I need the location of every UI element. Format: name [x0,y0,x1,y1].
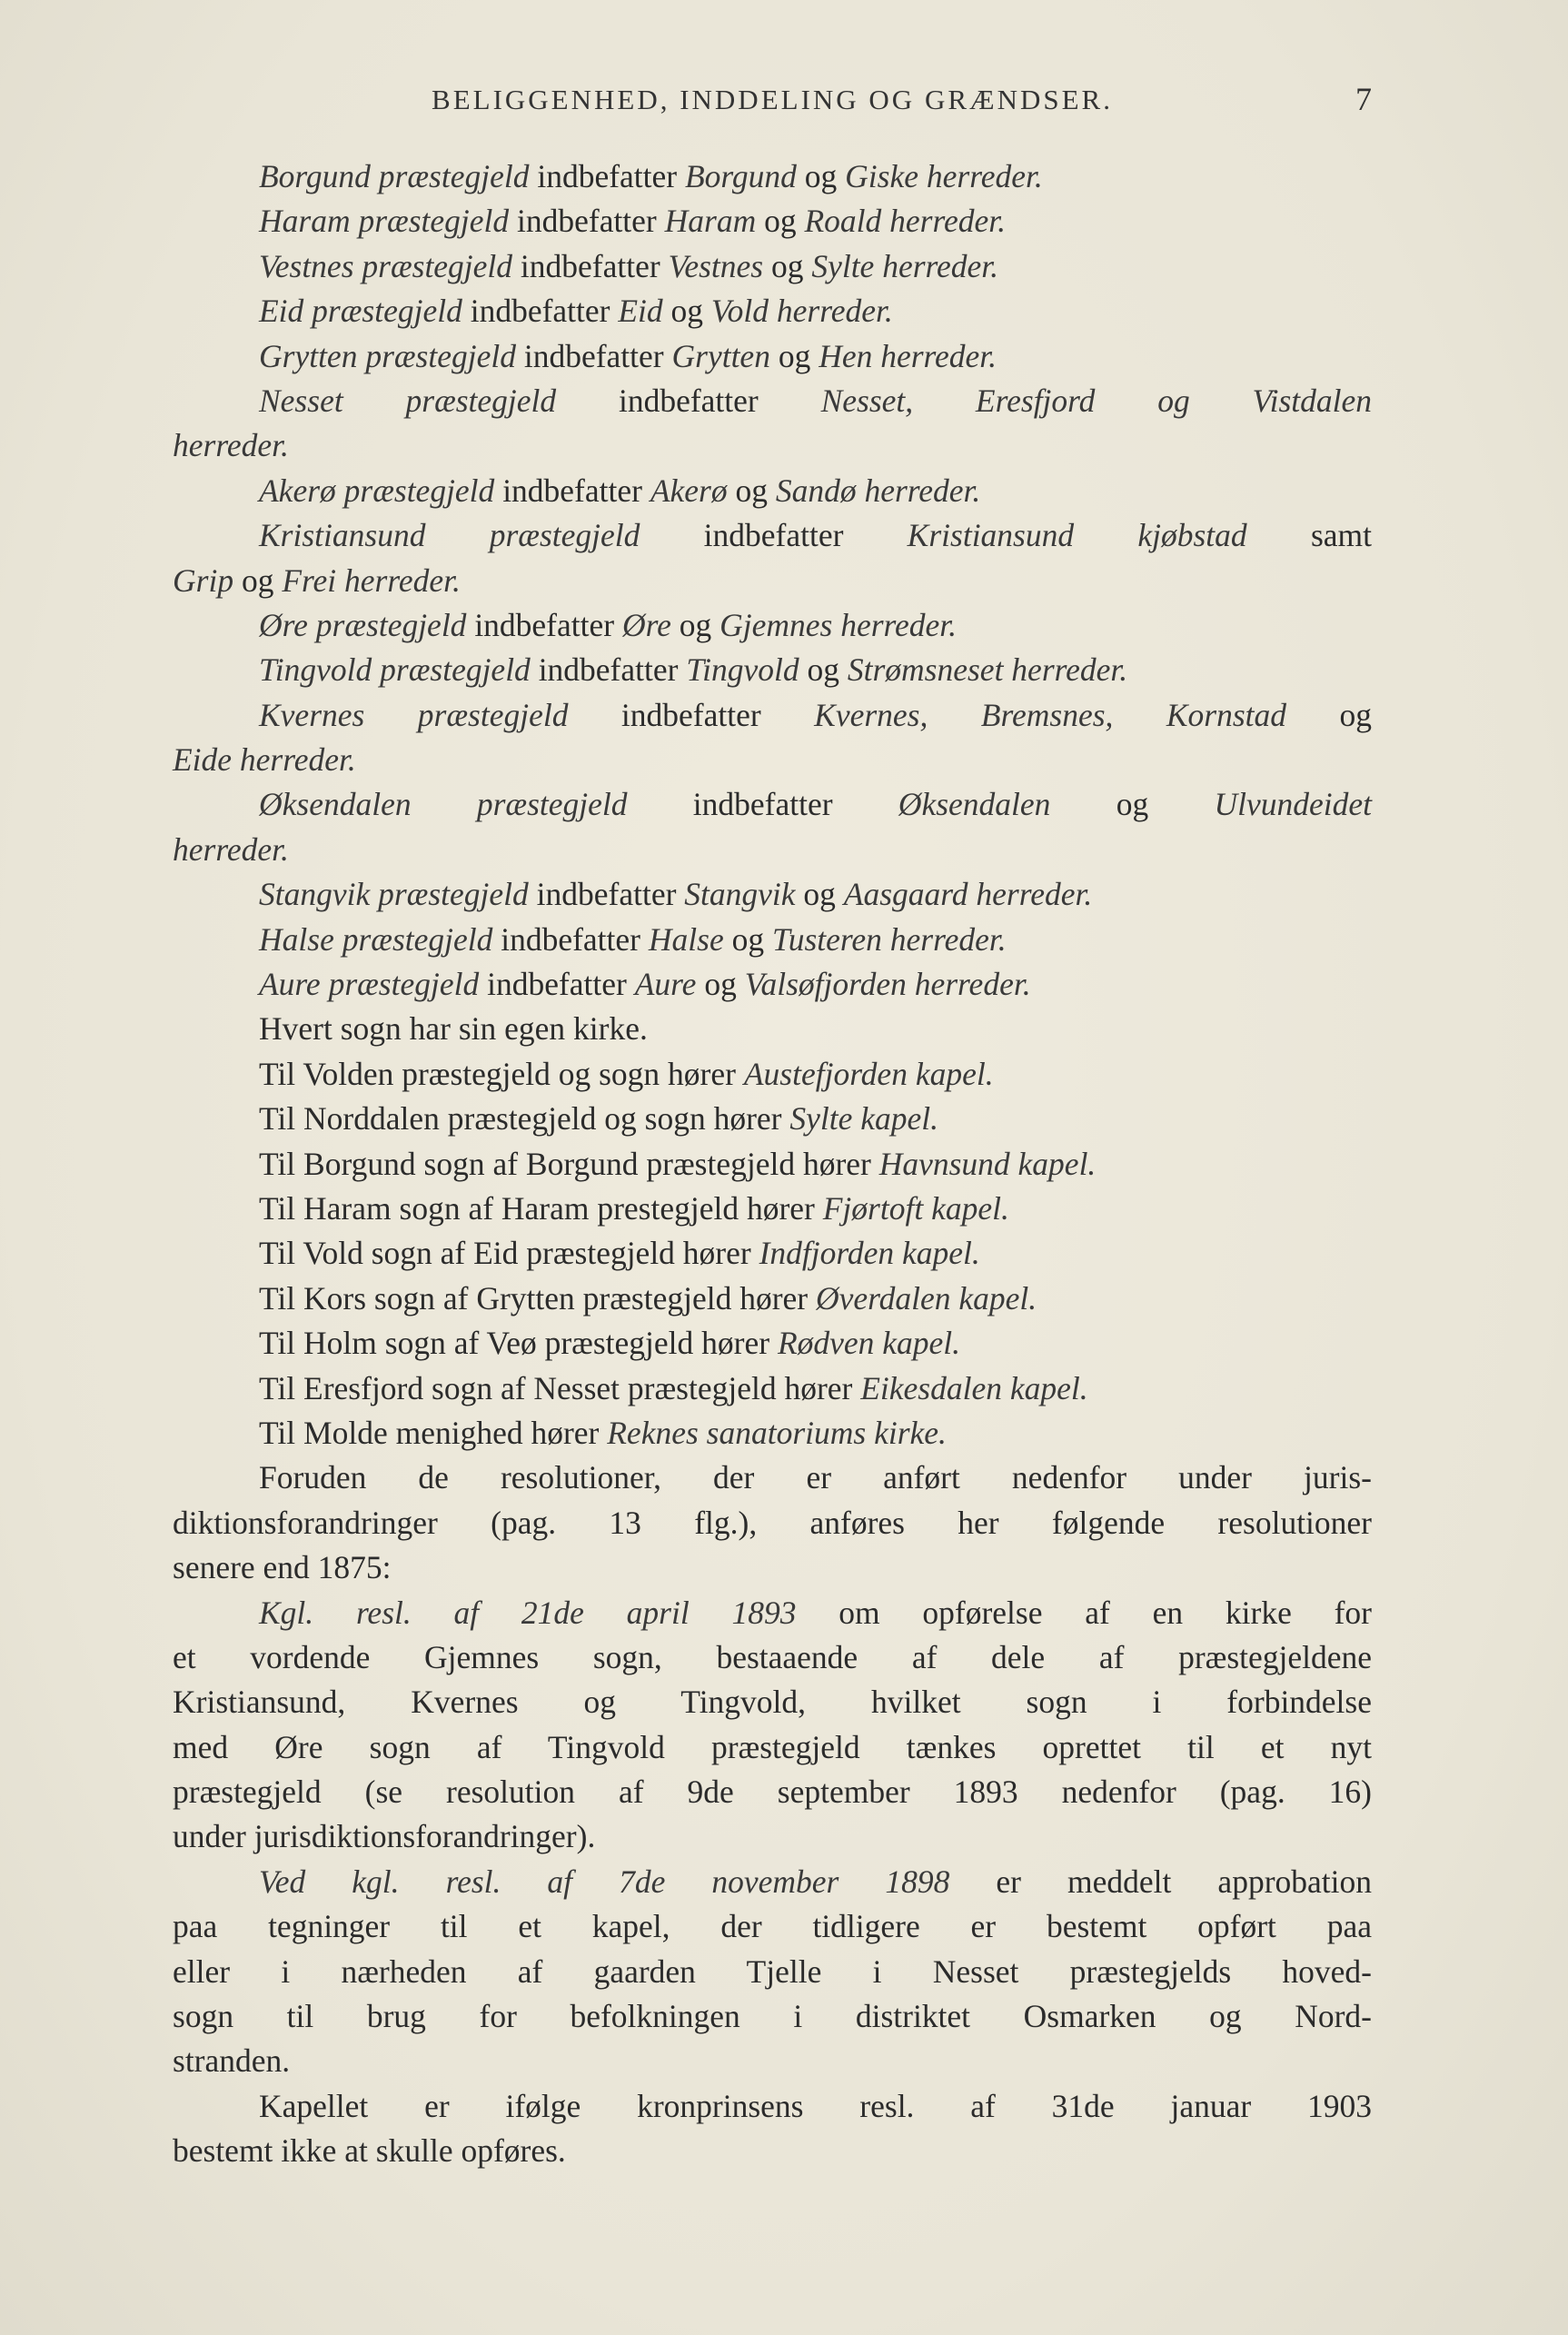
text-run: Til Volden præstegjeld og sogn hører [259,1055,744,1092]
text-line [173,1501,1372,1545]
text-run: indbefatter [515,337,672,374]
italic-text: Eid præstegjeld [259,293,462,330]
italic-text: Akerø præstegjeld [259,472,495,509]
text-run: indbefatter [492,920,649,958]
text-line [173,2084,1372,2129]
italic-text: Stangvik præstegjeld [259,876,529,913]
text-run: Til Kors sogn af Grytten præstegjeld hører [259,1279,816,1317]
text-run: Hvert sogn har sin egen kirke. [259,1010,648,1048]
text-line [173,154,1372,199]
italic-text: Nesset, Eresfjord og Vistdalen [820,382,1372,419]
italic-text: Tingvold [686,651,799,689]
italic-text: Kristiansund præstegjeld [259,517,640,554]
text-line [173,1814,1372,1859]
text-run: sogn til brug for befolkningen i distriktet Osmarken og Nord- [173,1998,1372,2035]
italic-text: Aure præstegjeld [259,966,480,1003]
text-run: Til Eresfjord sogn af Nesset præstegjeld hører [259,1369,861,1406]
text-line [173,648,1372,692]
italic-text: Kristiansund kjøbstad [907,517,1247,554]
text-run: indbefatter [466,606,622,643]
text-run: med Øre sogn af Tingvold præstegjeld tænkes oprettet til et nyt [173,1728,1372,1765]
italic-text: Borgund [684,158,797,194]
italic-text: Tingvold præstegjeld [259,651,531,689]
italic-text: Rødven kapel. [777,1325,961,1362]
text-run: indbefatter [640,517,908,554]
text-line [173,1052,1372,1097]
italic-text: Sylte kapel. [789,1100,939,1138]
text-run: og [769,337,819,374]
text-run: Til Haram sogn af Haram prestegjeld hører [259,1189,823,1227]
text-line [173,469,1372,513]
text-run: indbefatter [479,966,635,1003]
text-run: og [795,876,844,913]
text-run: Kapellet er ifølge kronprinsens resl. af 31de januar 1903 [259,2087,1372,2124]
text-line [173,513,1372,558]
italic-text: Øksendalen [898,786,1051,823]
text-run: stranden. [173,2042,291,2080]
text-run: og [696,966,745,1003]
text-run: eller i nærheden af gaarden Tjelle i Nesset præstegjelds hoved- [173,1952,1372,1990]
italic-text: Valsøfjorden herreder. [744,966,1031,1003]
text-run: er meddelt approbation [949,1863,1372,1900]
italic-text: Kvernes, Bremsnes, Kornstad [814,696,1287,733]
italic-text: Aure [634,966,697,1003]
italic-text: herreder. [173,427,289,464]
text-run: og [756,203,805,240]
italic-text: Strømsneset herreder. [847,651,1128,689]
text-line [173,1904,1372,1949]
italic-text: Øverdalen kapel. [815,1279,1037,1317]
italic-text: Grytten præstegjeld [259,337,516,374]
text-run: og [799,651,848,689]
text-run: og [723,920,772,958]
text-line [173,872,1372,917]
text-run: Til Borgund sogn af Borgund præstegjeld hører [259,1145,879,1182]
italic-text: Ved kgl. resl. af 7de november 1898 [259,1863,950,1900]
italic-text: Akerø [650,472,728,509]
text-run: præstegjeld (se resolution af 9de september 1893 nedenfor (pag. 16) [173,1774,1372,1811]
italic-text: Gjemnes herreder. [719,606,958,643]
text-line [173,1187,1372,1231]
text-run: indbefatter [556,382,821,419]
text-line [173,1591,1372,1635]
italic-text: Eikesdalen kapel. [860,1369,1088,1406]
italic-text: Øksendalen præstegjeld [259,786,628,823]
italic-text: Sandø herreder. [775,472,981,509]
text-line [173,289,1372,333]
italic-text: Vestnes præstegjeld [259,247,513,284]
italic-text: Halse præstegjeld [259,920,493,958]
italic-text: Aasgaard herreder. [843,876,1093,913]
text-line [173,379,1372,423]
text-line [173,1860,1372,1904]
text-line [173,2039,1372,2083]
text-line [173,1950,1372,1994]
italic-text: Sylte herreder. [811,247,999,284]
italic-text: Havnsund kapel. [878,1145,1097,1182]
italic-text: Øre præstegjeld [259,606,467,643]
text-run: indbefatter [530,651,687,689]
text-line [173,1231,1372,1276]
text-run: og [796,158,846,194]
italic-text: Indfjorden kapel. [759,1235,980,1272]
text-run: og [233,561,283,599]
text-run: og [1286,696,1372,733]
italic-text: Stangvik [684,876,796,913]
text-run: indbefatter [529,158,685,194]
text-run: indbefatter [528,876,685,913]
text-run: indbefatter [509,203,665,240]
text-line [173,244,1372,289]
italic-text: Kvernes præstegjeld [259,696,569,733]
text-line [173,1770,1372,1814]
italic-text: Austefjorden kapel. [743,1055,994,1092]
text-line [173,1635,1372,1680]
text-line [173,2129,1372,2173]
text-line [173,1277,1372,1321]
text-run: samt [1246,517,1372,554]
italic-text: Roald herreder. [804,203,1006,240]
text-run: om opførelse af en kirke for [796,1594,1372,1631]
text-line [173,782,1372,827]
text-line [173,1411,1372,1456]
italic-text: Kgl. resl. af 21de april 1893 [259,1594,797,1631]
page-header [173,81,1372,129]
text-line [173,1142,1372,1187]
text-run: diktionsforandringer (pag. 13 flg.), anføres her følgende resolutioner [173,1504,1372,1541]
italic-text: Halse [648,920,724,958]
text-run: Foruden de resolutioner, der er anført nedenfor under juris- [259,1459,1372,1496]
text-run: Til Holm sogn af Veø præstegjeld hører [259,1325,778,1362]
italic-text: Eide herreder. [173,741,356,779]
italic-text: herreder. [173,830,289,868]
italic-text: Giske herreder. [845,158,1043,194]
italic-text: Fjørtoft kapel. [822,1189,1009,1227]
text-run: under jurisdiktionsforandringer). [173,1818,596,1855]
italic-text: Vold herreder. [710,293,893,330]
text-run: indbefatter [494,472,650,509]
text-line [173,334,1372,379]
text-line [173,828,1372,872]
text-run: og [727,472,776,509]
text-line [173,962,1372,1007]
italic-text: Borgund præstegjeld [259,158,530,194]
text-line [173,1725,1372,1770]
italic-text: Haram præstegjeld [259,203,510,240]
text-line [173,1321,1372,1366]
italic-text: Eid [618,293,663,330]
page-number: 7 [1355,81,1372,117]
italic-text: Vestnes [668,247,764,284]
text-run: Til Vold sogn af Eid præstegjeld hører [259,1235,759,1272]
text-line [173,1366,1372,1411]
text-line [173,738,1372,782]
text-run: indbefatter [512,247,669,284]
italic-text: Grip [173,561,234,599]
text-line [173,693,1372,738]
italic-text: Ulvundeidet [1214,786,1372,823]
text-line [173,1097,1372,1141]
text-run: Til Norddalen præstegjeld og sogn hører [259,1100,790,1138]
text-run: indbefatter [627,786,898,823]
italic-text: Grytten [671,337,770,374]
italic-text: Frei herreder. [282,561,461,599]
text-line [173,1007,1372,1051]
text-run: senere end 1875: [173,1549,392,1586]
running-head: BELIGGENHED, INDDELING OG GRÆNDSER. [432,84,1113,115]
text-run: Til Molde menighed hører [259,1414,608,1451]
italic-text: Tusteren herreder. [771,920,1007,958]
italic-text: Nesset præstegjeld [259,382,557,419]
italic-text: Øre [621,606,671,643]
italic-text: Reknes sanatoriums kirke. [607,1414,947,1451]
text-run: bestemt ikke at skulle opføres. [173,2132,566,2170]
text-line [173,1545,1372,1590]
text-run: et vordende Gjemnes sogn, bestaaende af dele af præstegjeldene [173,1638,1372,1675]
text-line [173,1680,1372,1724]
text-line [173,1456,1372,1500]
text-line [173,199,1372,243]
italic-text: Haram [664,203,757,240]
text-run: og [662,293,711,330]
text-run: indbefatter [568,696,815,733]
text-run: og [763,247,812,284]
text-line [173,1994,1372,2039]
text-run: indbefatter [461,293,619,330]
text-run: og [1050,786,1215,823]
text-line [173,423,1372,468]
text-line [173,603,1372,648]
text-line [173,559,1372,603]
page-body-text [173,154,1372,2174]
text-run: paa tegninger til et kapel, der tidligere er bestemt opført paa [173,1908,1372,1945]
italic-text: Hen herreder. [819,337,997,374]
text-line [173,918,1372,962]
text-run: Kristiansund, Kvernes og Tingvold, hvilket sogn i forbindelse [173,1684,1372,1721]
text-run: og [670,606,720,643]
